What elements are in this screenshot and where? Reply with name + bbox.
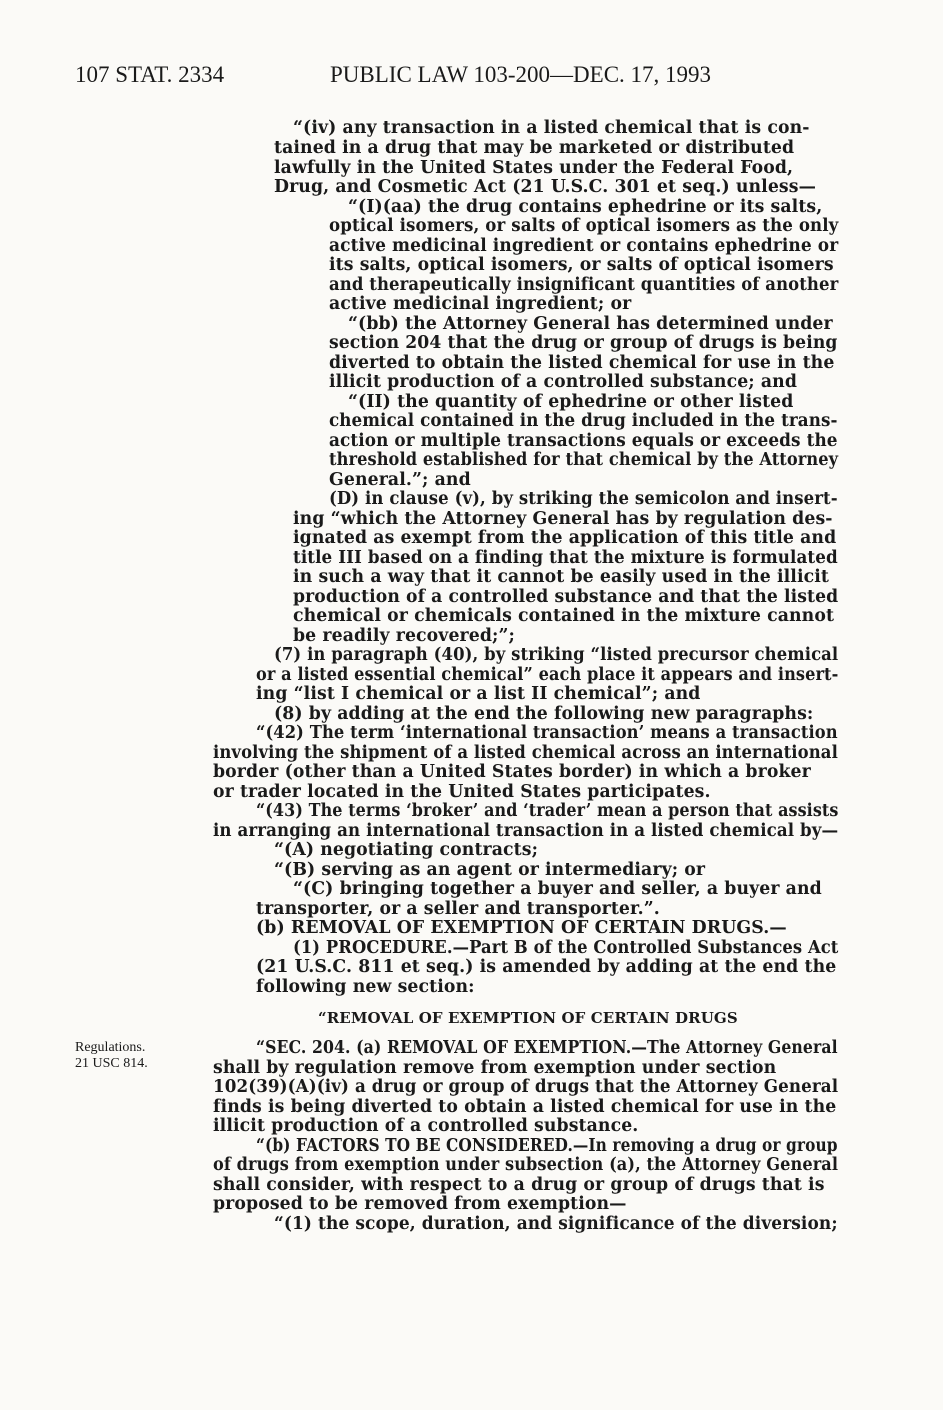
text-line: “(1) the scope, duration, and significance of the diversion;: [274, 1214, 838, 1234]
text-line: “(bb) the Attorney General has determined under: [348, 314, 833, 334]
margin-note-line: Regulations.: [75, 1040, 146, 1055]
text-line: 102(39)(A)(iv) a drug or group of drugs that the Attorney General: [213, 1077, 839, 1097]
text-line: “(43) The terms ‘broker’ and ‘trader’ mean a person that assists: [256, 801, 839, 821]
text-line: “(iv) any transaction in a listed chemical that is con-: [293, 118, 810, 138]
text-line: of drugs from exemption under subsection (a), the Attorney General: [213, 1155, 839, 1175]
text-line: transporter, or a seller and transporter.”.: [256, 899, 660, 919]
text-line: Drug, and Cosmetic Act (21 U.S.C. 301 et seq.) unless—: [274, 177, 816, 197]
section-heading: “REMOVAL OF EXEMPTION OF CERTAIN DRUGS: [318, 1009, 738, 1027]
text-line: or a listed essential chemical” each place it appears and insert-: [256, 665, 839, 685]
text-line: production of a controlled substance and that the listed: [293, 587, 839, 607]
text-line: “(I)(aa) the drug contains ephedrine or its salts,: [348, 197, 823, 217]
text-line: ignated as exempt from the application of this title and: [293, 528, 837, 548]
text-line: finds is being diverted to obtain a listed chemical for use in the: [213, 1097, 837, 1117]
text-line: tained in a drug that may be marketed or distributed: [274, 138, 795, 158]
text-line: optical isomers, or salts of optical isomers as the only: [329, 216, 839, 236]
text-line: or trader located in the United States participates.: [213, 782, 711, 802]
page-header-title: PUBLIC LAW 103-200—DEC. 17, 1993: [330, 62, 712, 87]
margin-note: [75, 1040, 148, 1072]
text-line: following new section:: [256, 977, 475, 997]
text-line: and therapeutically insignificant quantities of another: [329, 275, 839, 295]
text-line: its salts, optical isomers, or salts of optical isomers: [329, 255, 834, 275]
text-line: involving the shipment of a listed chemical across an international: [213, 743, 838, 763]
text-line: “(42) The term ‘international transaction’ means a transaction: [256, 723, 838, 743]
text-line: “(B) serving as an agent or intermediary; or: [274, 860, 706, 880]
text-line: (21 U.S.C. 811 et seq.) is amended by adding at the end the: [256, 957, 837, 977]
text-line: (D) in clause (v), by striking the semicolon and insert-: [329, 489, 838, 509]
text-line: be readily recovered;”;: [293, 626, 516, 646]
text-line: ing “list I chemical or a list II chemical”; and: [256, 684, 701, 704]
text-line: border (other than a United States border) in which a broker: [213, 762, 811, 782]
text-line: “(C) bringing together a buyer and seller, a buyer and: [293, 879, 822, 899]
text-line: “(A) negotiating contracts;: [274, 840, 539, 860]
margin-note-line: 21 USC 814.: [75, 1056, 148, 1071]
text-line: General.”; and: [329, 470, 471, 490]
text-line: chemical contained in the drug included in the trans-: [329, 411, 838, 431]
text-line: chemical or chemicals contained in the mixture cannot: [293, 606, 835, 626]
text-line: shall consider, with respect to a drug or group of drugs that is: [213, 1175, 825, 1195]
text-line: “(b) FACTORS TO BE CONSIDERED.—In removing a drug or group: [256, 1136, 838, 1156]
text-line: shall by regulation remove from exemption under section: [213, 1058, 777, 1078]
text-line: lawfully in the United States under the Federal Food,: [274, 158, 794, 178]
text-line: (1) PROCEDURE.—Part B of the Controlled Substances Act: [293, 938, 839, 958]
text-line: title III based on a finding that the mixture is formulated: [293, 548, 838, 568]
text-line: “SEC. 204. (a) REMOVAL OF EXEMPTION.—The Attorney General: [256, 1038, 838, 1058]
text-line: (8) by adding at the end the following new paragraphs:: [274, 704, 814, 724]
text-line: (b) REMOVAL OF EXEMPTION OF CERTAIN DRUGS.—: [256, 918, 787, 938]
text-line: (7) in paragraph (40), by striking “listed precursor chemical: [274, 645, 839, 665]
text-line: active medicinal ingredient; or: [329, 294, 632, 314]
text-line: ing “which the Attorney General has by regulation des-: [293, 509, 833, 529]
text-line: section 204 that the drug or group of drugs is being: [329, 333, 838, 353]
text-line: “(II) the quantity of ephedrine or other listed: [348, 392, 794, 412]
text-line: threshold established for that chemical by the Attorney: [329, 450, 839, 470]
text-line: action or multiple transactions equals or exceeds the: [329, 431, 838, 451]
text-line: proposed to be removed from exemption—: [213, 1194, 627, 1214]
text-line: illicit production of a controlled substance; and: [329, 372, 798, 392]
text-line: in arranging an international transaction in a listed chemical by—: [213, 821, 839, 841]
text-line: active medicinal ingredient or contains ephedrine or: [329, 236, 839, 256]
text-line: in such a way that it cannot be easily used in the illicit: [293, 567, 829, 587]
text-line: diverted to obtain the listed chemical for use in the: [329, 353, 835, 373]
text-line: illicit production of a controlled substance.: [213, 1116, 639, 1136]
page-stat-number: 107 STAT. 2334: [75, 62, 225, 87]
